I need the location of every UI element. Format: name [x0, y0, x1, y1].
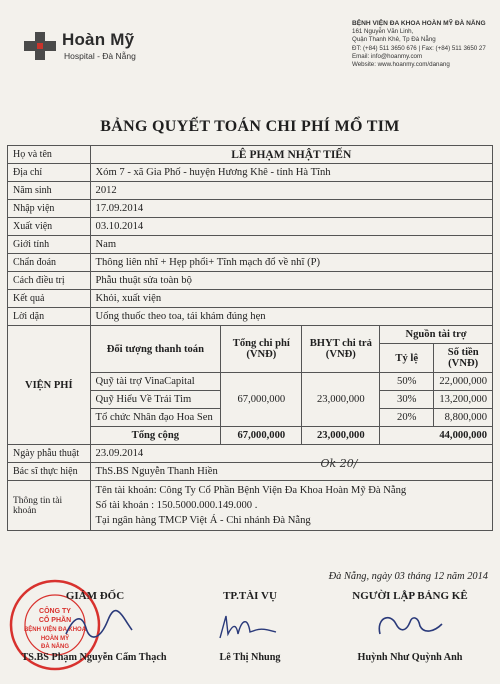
bhyt-paid: 23,000,000 — [302, 373, 380, 427]
row-treatment — [8, 272, 493, 290]
row-admit — [8, 200, 493, 218]
hospital-cross-icon — [24, 32, 58, 60]
row-surgery-date — [8, 445, 493, 463]
sponsor-amount: 8,800,000 — [434, 409, 493, 427]
sum-funding: 44,000,000 — [380, 427, 493, 445]
patient-name: LÊ PHẠM NHẬT TIẾN — [90, 146, 492, 164]
handwritten-note: Ok 20/ — [320, 457, 358, 470]
gender: Nam — [90, 236, 492, 254]
account-name: Tên tài khoản: Công Ty Cổ Phần Bệnh Viện Đa Khoa Hoàn Mỹ Đà Nẵng — [95, 485, 407, 496]
hospital-logo — [24, 30, 174, 66]
document-title: BẢNG QUYẾT TOÁN CHI PHÍ MỔ TIM — [100, 118, 400, 135]
doctor-cell — [90, 457, 492, 481]
label: Thông tin tài khoản — [8, 481, 91, 531]
col-bhyt-header: BHYT chi trả (VNĐ) — [302, 326, 380, 373]
finance-title: TP.TÀI VỤ — [223, 590, 277, 602]
sponsor-ratio: 50% — [380, 373, 434, 391]
col-amount-header: Số tiền (VNĐ) — [434, 344, 493, 373]
account-number: Số tài khoản : 150.5000.000.149.000 . — [95, 500, 258, 511]
bank-name: Tại ngân hàng TMCP Việt Á - Chi nhánh Đà Nẵng — [95, 515, 311, 526]
preparer-signature-icon — [370, 604, 450, 644]
svg-text:ĐÀ NẴNG: ĐÀ NẴNG — [41, 644, 69, 650]
address-line: 161 Nguyễn Văn Linh, — [352, 28, 414, 36]
doctor-name: ThS.BS Nguyễn Thanh Hiền — [95, 466, 218, 477]
sponsor-ratio: 20% — [380, 409, 434, 427]
label: Nhập viện — [8, 200, 91, 218]
fees-section-label: VIỆN PHÍ — [8, 326, 91, 445]
email-line: Email: info@hoanmy.com — [352, 52, 423, 60]
row-advice — [8, 308, 493, 326]
diagnosis: Thông liên nhĩ + Hẹp phổi+ Tĩnh mạch đổ về nhĩ (P) — [90, 254, 492, 272]
col-total-header: Tổng chi phí (VNĐ) — [221, 326, 302, 373]
advice: Uống thuốc theo toa, tái khám đúng hẹn — [90, 308, 492, 326]
brand-name: Hoàn Mỹ — [62, 30, 135, 49]
finance-signature-icon — [212, 608, 282, 644]
sponsor-ratio: 30% — [380, 391, 434, 409]
col-ratio-header: Tỷ lệ — [380, 344, 434, 373]
svg-text:BỆNH VIỆN ĐA KHOA: BỆNH VIỆN ĐA KHOA — [23, 627, 87, 633]
col-payer-header: Đối tượng thanh toán — [90, 326, 221, 373]
svg-text:CÔNG TY: CÔNG TY — [39, 608, 71, 615]
label: Giới tính — [8, 236, 91, 254]
director-name: TS.BS Phạm Nguyễn Cẩm Thạch — [21, 652, 167, 663]
patient-address: Xóm 7 - xã Gia Phố - huyện Hương Khê - tỉnh Hà Tĩnh — [90, 164, 492, 182]
website-line: Website: www.hoanmy.com/danang — [352, 61, 450, 69]
row-discharge — [8, 218, 493, 236]
row-diagnosis — [8, 254, 493, 272]
sum-bhyt: 23,000,000 — [302, 427, 380, 445]
director-title: GIÁM ĐỐC — [65, 590, 125, 602]
label: Cách điều trị — [8, 272, 91, 290]
sponsor-amount: 22,000,000 — [434, 373, 493, 391]
director-signature-icon — [60, 606, 140, 646]
total-cost: 67,000,000 — [221, 373, 302, 427]
result: Khỏi, xuất viện — [90, 290, 492, 308]
hospital-address-block — [352, 20, 498, 69]
sum-total: 67,000,000 — [221, 427, 302, 445]
address-line: Quận Thanh Khê, Tp Đà Nẵng — [352, 36, 436, 44]
phone-fax-line: ĐT: (+84) 511 3650 676 | Fax: (+84) 511 3650 27 — [352, 44, 486, 52]
treatment: Phẫu thuật sửa toàn bộ — [90, 272, 492, 290]
hospital-name: BỆNH VIỆN ĐA KHOA HOÀN MỸ ĐÀ NẴNG — [352, 20, 486, 27]
account-info — [90, 481, 492, 531]
label: Năm sinh — [8, 182, 91, 200]
row-result — [8, 290, 493, 308]
settlement-table — [7, 145, 493, 531]
admit-date: 17.09.2014 — [90, 200, 492, 218]
label: Lời dặn — [8, 308, 91, 326]
row-birth — [8, 182, 493, 200]
row-doctor — [8, 463, 493, 481]
birth-year: 2012 — [90, 182, 492, 200]
brand-subtitle: Hospital - Đà Nẵng — [64, 51, 136, 61]
row-address — [8, 164, 493, 182]
label: Kết quả — [8, 290, 91, 308]
label: Xuất viện — [8, 218, 91, 236]
label: Chẩn đoán — [8, 254, 91, 272]
preparer-name: Huỳnh Như Quỳnh Anh — [357, 652, 463, 663]
sponsor-name: Tổ chức Nhân đạo Hoa Sen — [90, 409, 221, 427]
sum-label: Tổng cộng — [90, 427, 221, 445]
preparer-title: NGƯỜI LẬP BẢNG KÊ — [352, 590, 468, 602]
label: Bác sĩ thực hiện — [8, 463, 91, 481]
discharge-date: 03.10.2014 — [90, 218, 492, 236]
col-funding-header: Nguồn tài trợ — [380, 326, 493, 344]
label: Địa chỉ — [8, 164, 91, 182]
sponsor-amount: 13,200,000 — [434, 391, 493, 409]
svg-text:HOÀN MỸ: HOÀN MỸ — [40, 636, 70, 642]
sponsor-name: Quỹ Hiểu Về Trái Tim — [90, 391, 221, 409]
row-gender — [8, 236, 493, 254]
finance-name: Lê Thị Nhung — [219, 652, 281, 663]
label: Họ và tên — [8, 146, 91, 164]
sponsor-name: Quỹ tài trợ VinaCapital — [90, 373, 221, 391]
label: Ngày phẫu thuật — [8, 445, 91, 463]
surgery-date: 23.09.2014 — [90, 445, 492, 463]
signing-date: Đà Nẵng, ngày 03 tháng 12 năm 2014 — [328, 571, 488, 582]
row-account — [8, 481, 493, 531]
row-name — [8, 146, 493, 164]
svg-text:CỔ PHẦN: CỔ PHẦN — [38, 617, 72, 624]
fees-header-row — [8, 326, 493, 344]
